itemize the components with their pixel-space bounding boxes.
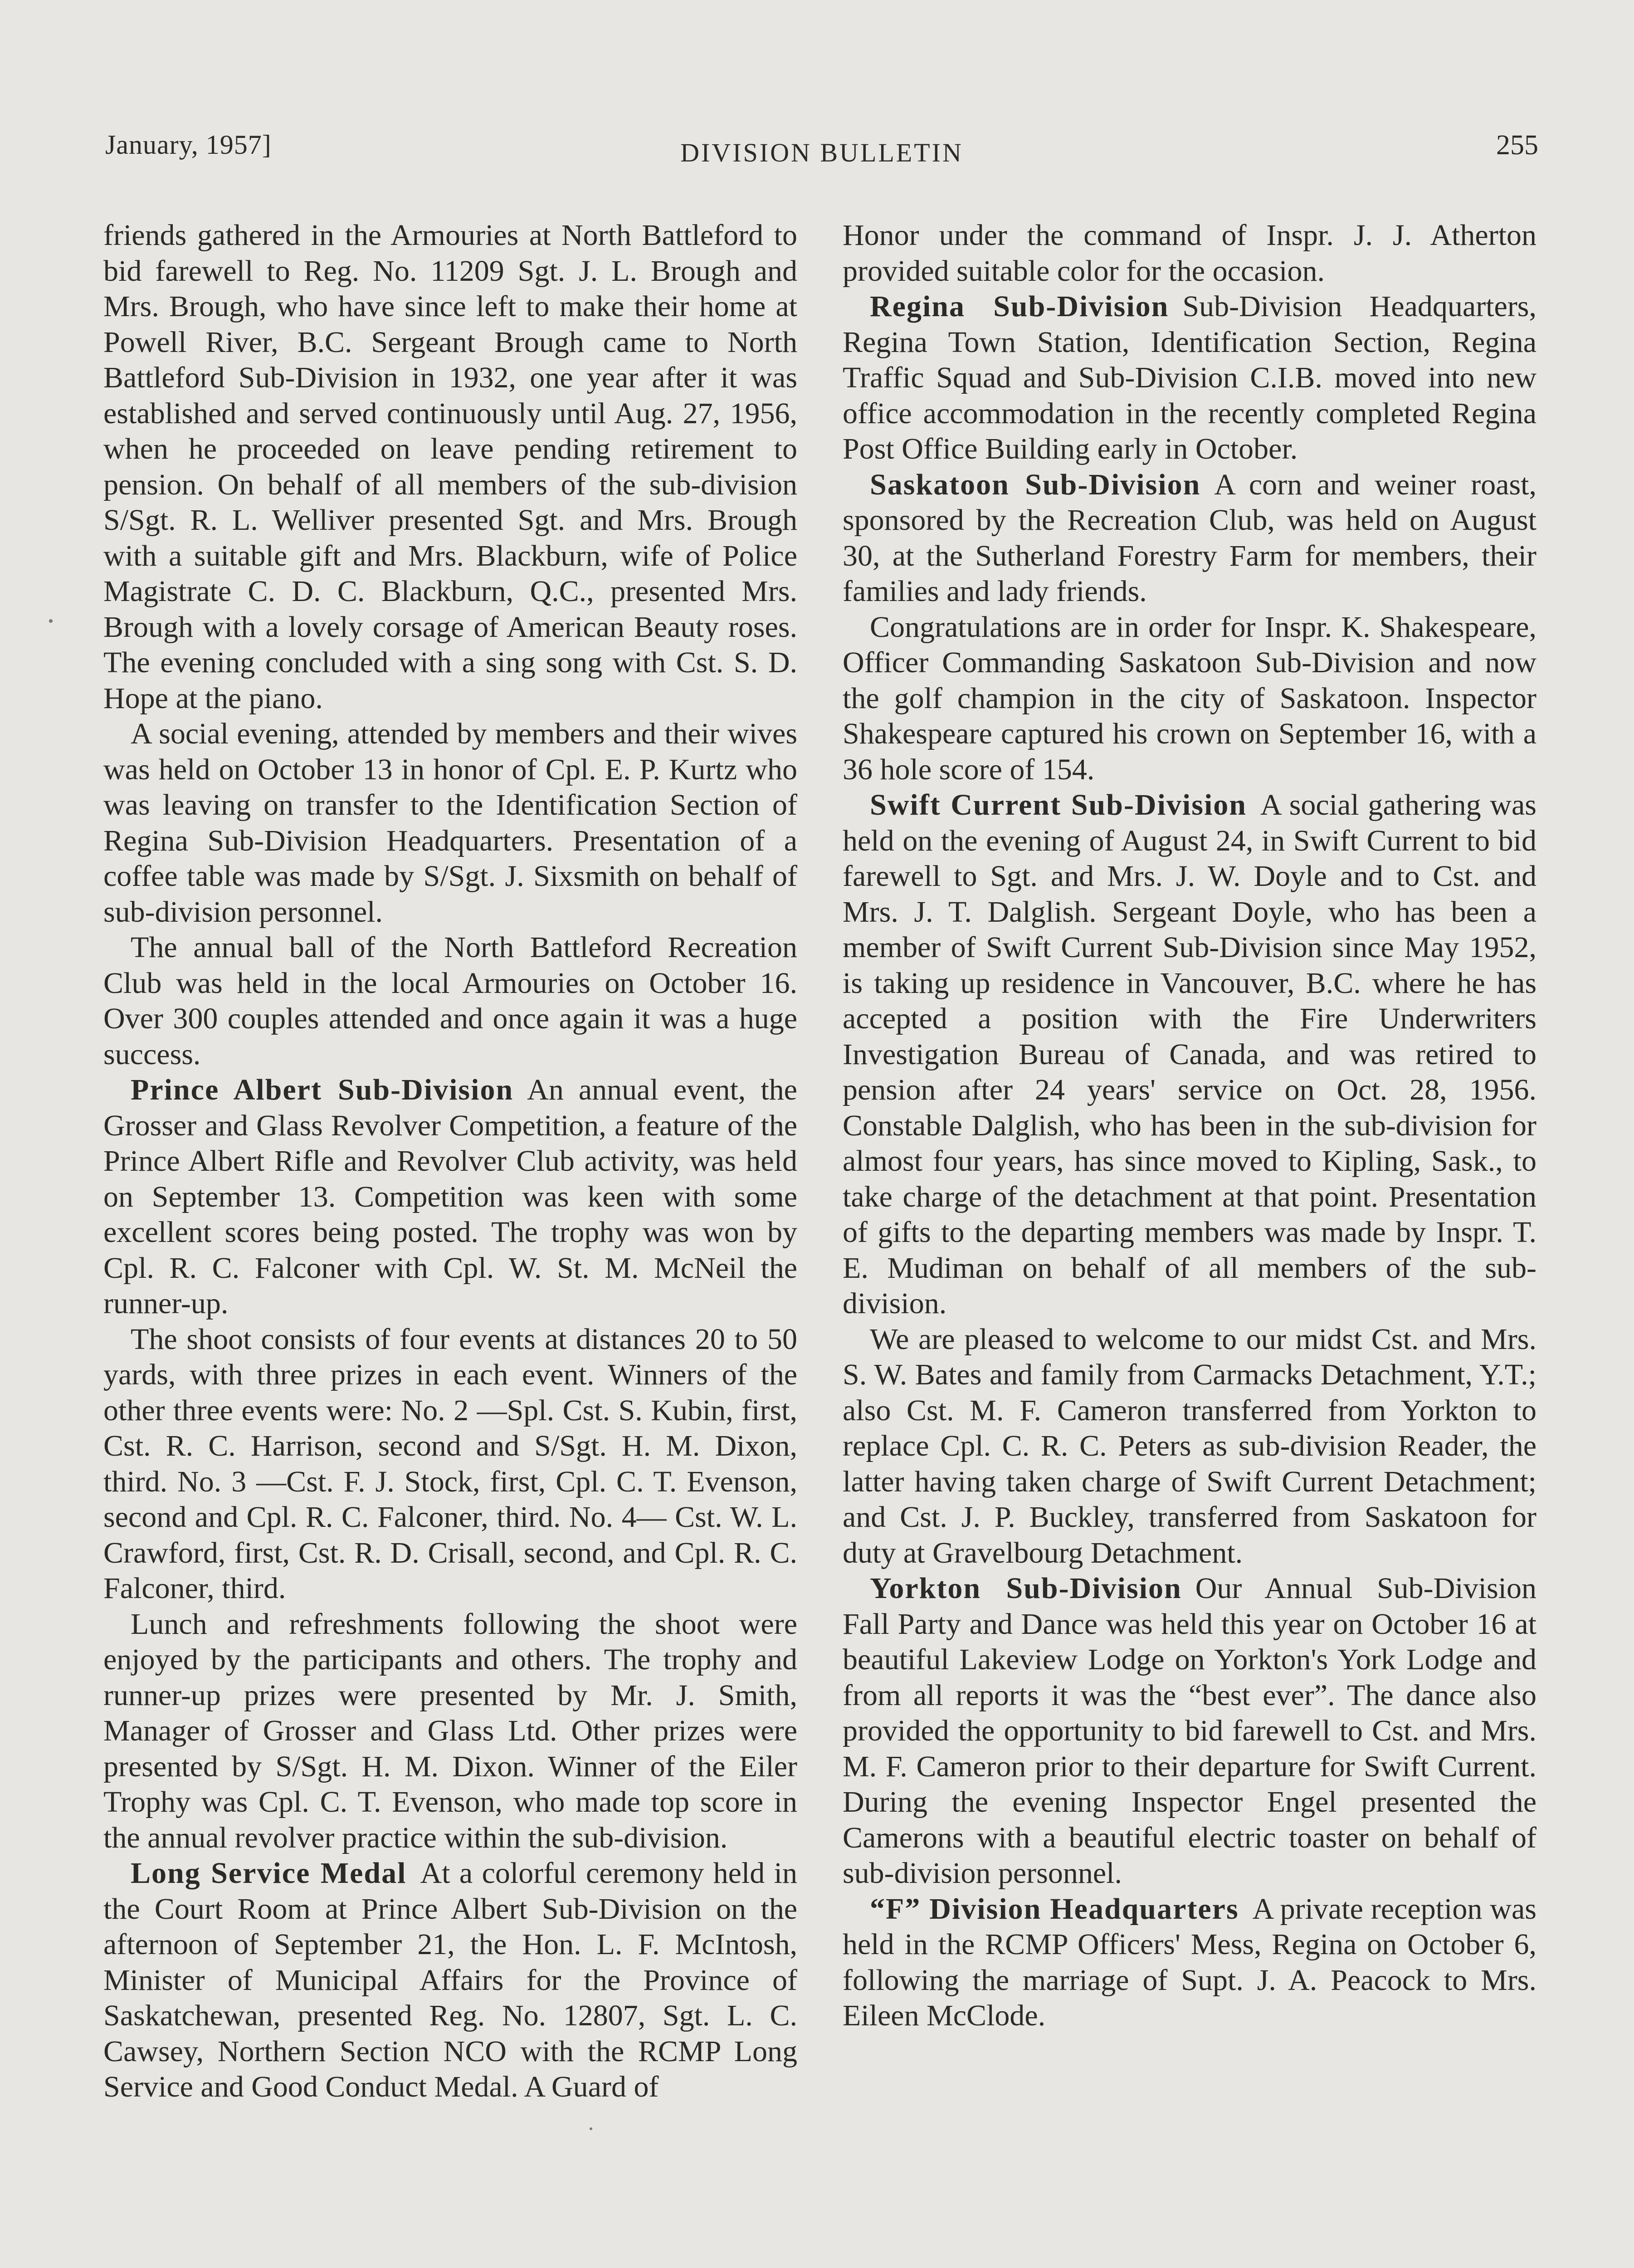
paragraph-text: Lunch and refreshments following the shoot were enjoyed by the participants and others. The trophy and runner-up prizes were presented by Mr. J. Smith, Manager of Grosser and Glass Ltd. Other prizes were presented by S/Sgt. H. M. Dixon. Winner of the Eiler Trophy was Cpl. C. T. Evenson, who made top score in the annual revolver practice within the sub-division.	[103, 1607, 797, 1854]
section-heading: Prince Albert Sub-Division	[131, 1073, 514, 1106]
paragraph	[843, 787, 1536, 1322]
right-column	[843, 218, 1536, 2034]
paragraph	[843, 218, 1536, 289]
paragraph-text: Sub-Division Headquarters, Regina Town Station, Identification Section, Regina Traffic Squad and Sub-Division C.I.B. moved into new office accommodation in the recently completed Regina Post Office Building early in October.	[843, 290, 1536, 465]
issue-date: January, 1957]	[105, 130, 272, 160]
left-column	[103, 218, 797, 2105]
paragraph	[103, 930, 797, 1072]
paragraph	[103, 1607, 797, 1856]
paragraph	[843, 1892, 1536, 2034]
paragraph	[103, 1072, 797, 1322]
paragraph	[843, 610, 1536, 788]
print-speck	[49, 619, 53, 623]
paragraph-text: We are pleased to welcome to our midst Cst. and Mrs. S. W. Bates and family from Carmacks Detachment, Y.T.; also Cst. M. F. Cameron transferred from Yorkton to replace Cpl. C. R. C. Peters as sub-division Reader, the latter having taken charge of Swift Current Detachment; and Cst. J. P. Buckley, transferred from Saskatoon for duty at Gravelbourg Detachment.	[843, 1322, 1536, 1569]
paragraph-text: The shoot consists of four events at distances 20 to 50 yards, with three prizes in each event. Winners of the other three events were: No. 2 —Spl. Cst. S. Kubin, first, Cst. R. C. Harrison, second and S/Sgt. H. M. Dixon, third. No. 3 —Cst. F. J. Stock, first, Cpl. C. T. Evenson, second and Cpl. R. C. Falconer, third. No. 4— Cst. W. L. Crawford, first, Cst. R. D. Crisall, second, and Cpl. R. C. Falconer, third.	[103, 1322, 797, 1605]
section-heading: Regina Sub-Division	[870, 290, 1169, 323]
section-heading: “F” Division Headquarters	[870, 1892, 1239, 1926]
section-heading: Swift Current Sub-Division	[870, 788, 1247, 821]
paragraph-text: Our Annual Sub-Division Fall Party and Dance was held this year on October 16 at beautiful Lakeview Lodge on Yorkton's York Lodge and from all reports it was the “best ever”. The dance also provided the opportunity to bid farewell to Cst. and Mrs. M. F. Cameron prior to their departure for Swift Current. During the evening Inspector Engel presented the Camerons with a beautiful electric toaster on behalf of sub-division personnel.	[843, 1572, 1536, 1890]
section-heading: Long Service Medal	[131, 1857, 407, 1890]
paragraph	[843, 289, 1536, 467]
page-number: 255	[1496, 130, 1538, 161]
section-heading: Yorkton Sub-Division	[870, 1572, 1182, 1605]
paragraph-text: A social gathering was held on the evening of August 24, in Swift Current to bid farewell to Sgt. and Mrs. J. W. Doyle and to Cst. and Mrs. J. T. Dalglish. Sergeant Doyle, who has been a member of Swift Current Sub-Division since May 1952, is taking up residence in Vancouver, B.C. where he has accepted a position with the Fire Underwriters Investigation Bureau of Canada, and was retired to pension after 24 years' service on Oct. 28, 1956. Constable Dalglish, who has been in the sub-division for almost four years, has since moved to Kipling, Sask., to take charge of the detachment at that point. Presentation of gifts to the departing members was made by Inspr. T. E. Mudiman on behalf of all members of the sub-division.	[843, 788, 1536, 1320]
paragraph	[103, 1856, 797, 2105]
paragraph-text: At a colorful ceremony held in the Court Room at Prince Albert Sub-Division on the afternoon of September 21, the Hon. L. F. McIntosh, Minister of Municipal Affairs for the Province of Saskatchewan, presented Reg. No. 12807, Sgt. L. C. Cawsey, Northern Section NCO with the RCMP Long Service and Good Conduct Medal. A Guard of	[103, 1857, 798, 2103]
paragraph	[843, 467, 1536, 610]
print-speck	[590, 2127, 592, 2130]
paragraph-text: A private reception was held in the RCMP Officers' Mess, Regina on October 6, following the marriage of Supt. J. A. Peacock to Mrs. Eileen McClode.	[843, 1892, 1536, 2032]
paragraph	[843, 1322, 1536, 1571]
paragraph-text: Congratulations are in order for Inspr. K. Shakespeare, Officer Commanding Saskatoon Sub-Division and now the golf champion in the city of Saskatoon. Inspector Shakespeare captured his crown on September 16, with a 36 hole score of 154.	[843, 610, 1536, 786]
paragraph-text: Honor under the command of Inspr. J. J. Atherton provided suitable color for the occasion.	[843, 219, 1536, 288]
section-heading: Saskatoon Sub-Division	[870, 468, 1201, 501]
page-header	[105, 129, 1538, 179]
paragraph-text: An annual event, the Grosser and Glass Revolver Competition, a feature of the Prince Albert Rifle and Revolver Club activity, was held on September 13. Competition was keen with some excellent scores being posted. The trophy was won by Cpl. R. C. Falconer with Cpl. W. St. M. McNeil the runner-up.	[103, 1073, 797, 1320]
paragraph	[103, 1322, 797, 1607]
publication-title: DIVISION BULLETIN	[680, 138, 963, 167]
paragraph-text: friends gathered in the Armouries at North Battleford to bid farewell to Reg. No. 11209 Sgt. J. L. Brough and Mrs. Brough, who have since left to make their home at Powell River, B.C. Sergeant Brough came to North Battleford Sub-Division in 1932, one year after it was established and served continuously until Aug. 27, 1956, when he proceeded on leave pending retirement to pension. On behalf of all members of the sub-division S/Sgt. R. L. Welliver presented Sgt. and Mrs. Brough with a suitable gift and Mrs. Blackburn, wife of Police Magistrate C. D. C. Blackburn, Q.C., presented Mrs. Brough with a lovely corsage of American Beauty roses. The evening concluded with a sing song with Cst. S. D. Hope at the piano.	[103, 219, 797, 715]
paragraph-text: A social evening, attended by members and their wives was held on October 13 in honor of Cpl. E. P. Kurtz who was leaving on transfer to the Identification Section of Regina Sub-Division Headquarters. Presentation of a coffee table was made by S/Sgt. J. Sixsmith on behalf of sub-division personnel.	[103, 717, 797, 929]
paragraph-text: The annual ball of the North Battleford Recreation Club was held in the local Armouries on October 16. Over 300 couples attended and once again it was a huge success.	[103, 931, 797, 1071]
paragraph	[103, 218, 797, 716]
paragraph	[843, 1571, 1536, 1892]
paragraph	[103, 716, 797, 930]
paragraph-text: A corn and weiner roast, sponsored by the Recreation Club, was held on August 30, at the Sutherland Forestry Farm for members, their families and lady friends.	[843, 468, 1536, 608]
